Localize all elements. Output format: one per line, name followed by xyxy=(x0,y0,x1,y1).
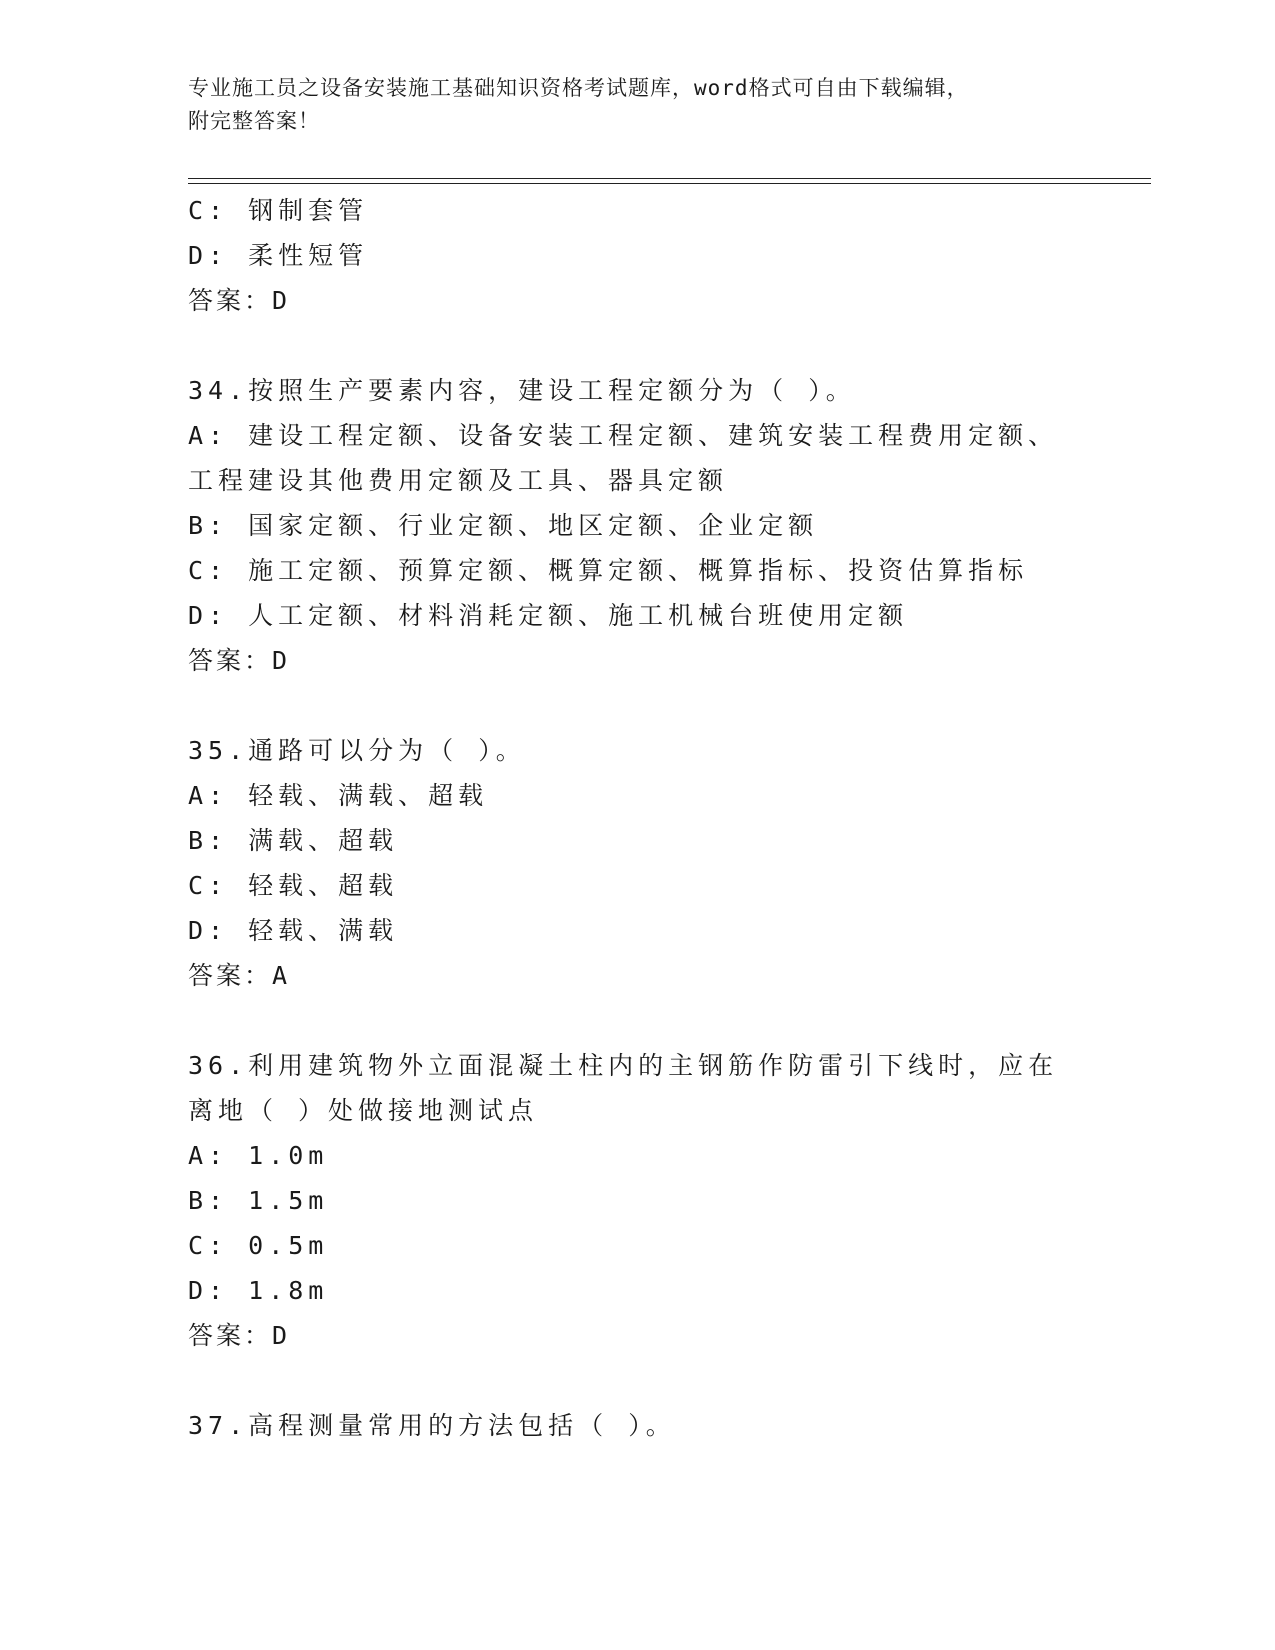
option-line: B: 1.5m xyxy=(188,1186,329,1215)
option-line: A: 1.0m xyxy=(188,1141,329,1170)
header-divider-top xyxy=(188,178,1151,179)
answer-line: 答案：D xyxy=(188,646,291,675)
question-stem: 37.高程测量常用的方法包括（ ）。 xyxy=(188,1411,676,1440)
prev-question-block xyxy=(188,188,1088,323)
answer-line: 答案：D xyxy=(188,286,291,315)
option-line: B: 国家定额、行业定额、地区定额、企业定额 xyxy=(188,511,819,540)
option-line: D: 人工定额、材料消耗定额、施工机械台班使用定额 xyxy=(188,601,909,630)
header-line-2: 附完整答案！ xyxy=(188,109,320,133)
option-line: D: 1.8m xyxy=(188,1276,329,1305)
spacer xyxy=(188,323,1088,368)
option-line: C: 0.5m xyxy=(188,1231,329,1260)
header-divider-bottom xyxy=(188,183,1151,184)
option-line: C: 钢制套管 xyxy=(188,196,369,225)
question-stem: 34.按照生产要素内容，建设工程定额分为（ ）。 xyxy=(188,376,856,405)
header-line-1: 专业施工员之设备安装施工基础知识资格考试题库，word格式可自由下载编辑， xyxy=(188,76,969,100)
question-block xyxy=(188,1403,1088,1448)
option-line: A: 轻载、满载、超载 xyxy=(188,781,489,810)
question-stem: 36.利用建筑物外立面混凝土柱内的主钢筋作防雷引下线时，应在离地（ ）处做接地测试点 xyxy=(188,1051,1059,1125)
option-line: D: 柔性短管 xyxy=(188,241,369,270)
spacer xyxy=(188,683,1088,728)
spacer xyxy=(188,1358,1088,1403)
answer-line: 答案：D xyxy=(188,1321,291,1350)
question-stem: 35.通路可以分为（ ）。 xyxy=(188,736,526,765)
question-block xyxy=(188,1043,1088,1358)
answer-line: 答案：A xyxy=(188,961,291,990)
option-line: B: 满载、超载 xyxy=(188,826,399,855)
option-line: C: 轻载、超载 xyxy=(188,871,399,900)
question-content xyxy=(188,188,1088,1448)
option-line: C: 施工定额、预算定额、概算定额、概算指标、投资估算指标 xyxy=(188,556,1029,585)
spacer xyxy=(188,998,1088,1043)
question-block xyxy=(188,368,1088,683)
question-block xyxy=(188,728,1088,998)
option-line: D: 轻载、满载 xyxy=(188,916,399,945)
document-header xyxy=(188,72,1068,138)
option-line: A: 建设工程定额、设备安装工程定额、建筑安装工程费用定额、工程建设其他费用定额及工具、器具定额 xyxy=(188,421,1059,495)
